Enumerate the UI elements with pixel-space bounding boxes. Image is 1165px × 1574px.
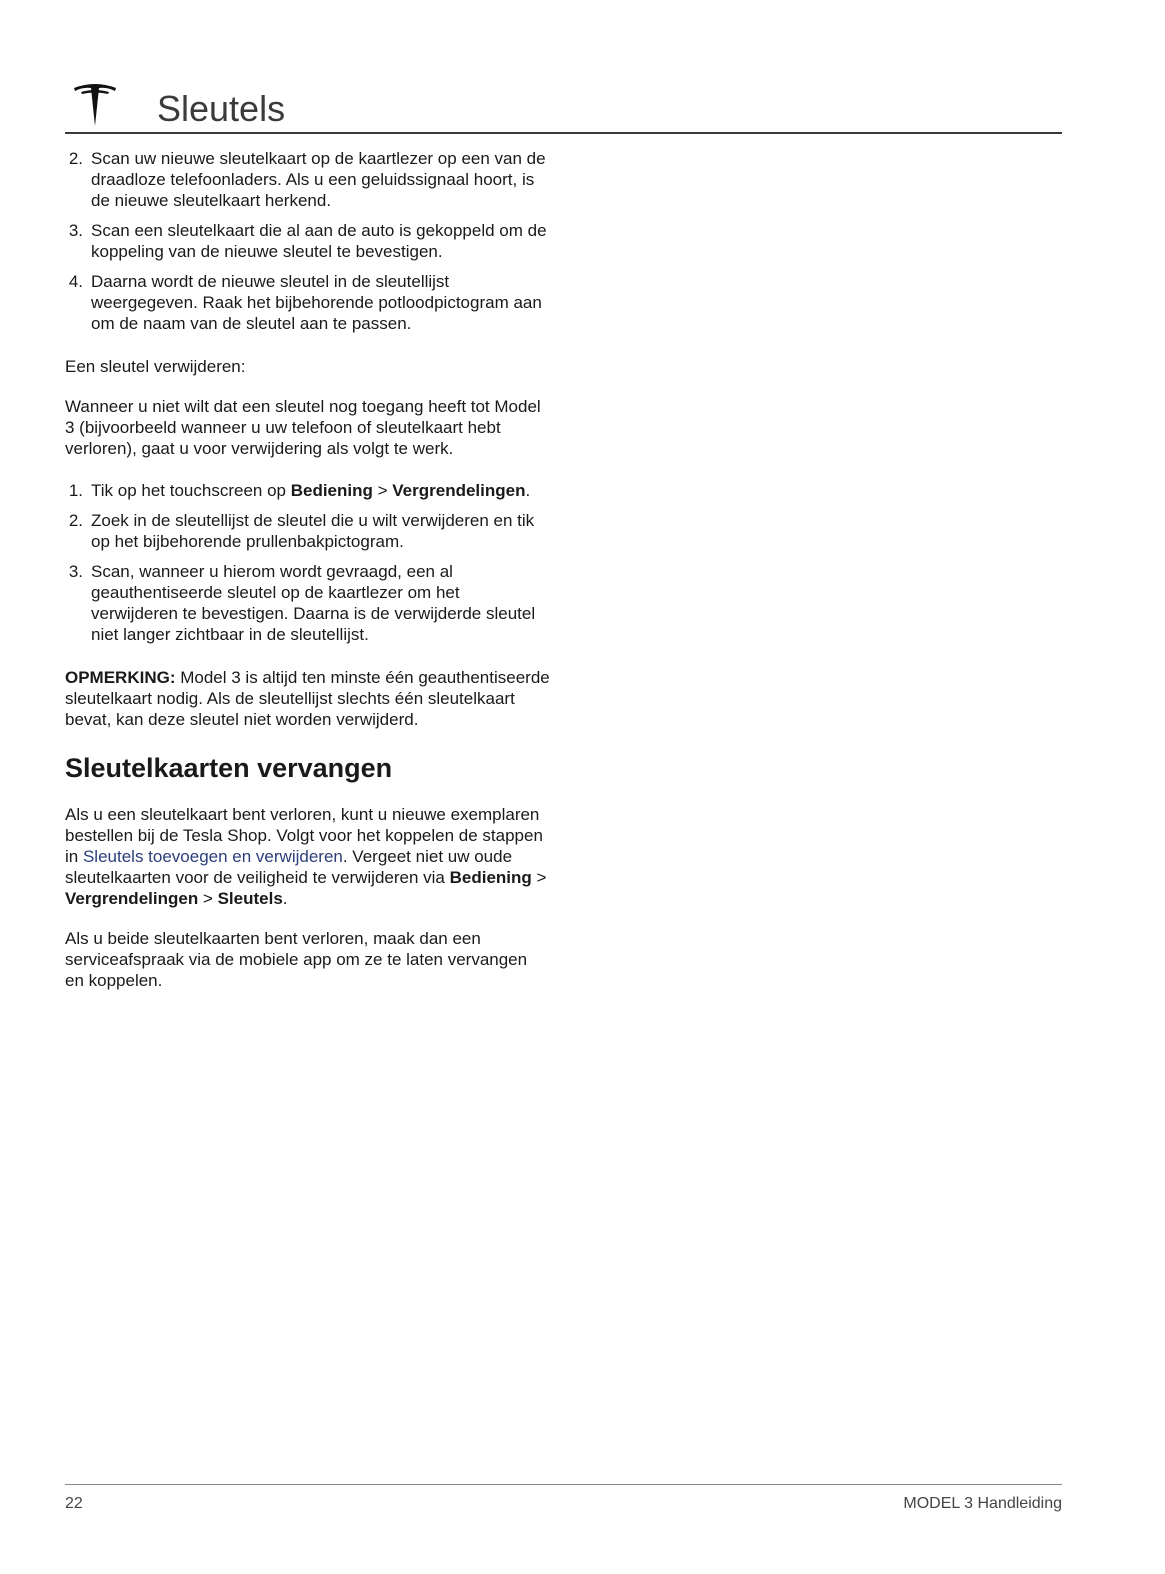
step-text: Scan uw nieuwe sleutelkaart op de kaartlezer op een van de draadloze telefoonladers. Als u een geluidssignaal hoort, is de nieuwe sleutelkaart herkend.: [91, 149, 546, 210]
remove-key-intro: Wanneer u niet wilt dat een sleutel nog toegang heeft tot Model 3 (bijvoorbeeld wanneer u uw telefoon of sleutelkaart hebt verloren), gaat u voor verwijdering als volgt te werk.: [65, 397, 541, 458]
step-text: Tik op het touchscreen op: [91, 481, 291, 500]
step-text: Daarna wordt de nieuwe sleutel in de sleutellijst weergegeven. Raak het bijbehorende potloodpictogram aan om de naam van de sleutel aan te passen.: [91, 272, 542, 333]
ui-term-vergrendelingen: Vergrendelingen: [392, 481, 526, 500]
path-separator: >: [372, 481, 393, 500]
list-item: [65, 561, 550, 645]
list-item: [65, 220, 550, 262]
list-item: [65, 480, 550, 501]
step-number: 3.: [68, 221, 83, 240]
list-item: [65, 271, 550, 334]
ui-term-bediening: Bediening: [449, 868, 532, 887]
note-text: Model 3 is altijd ten minste één geauthentiseerde sleutelkaart nodig. Als de sleutellijst slechts één sleutelkaart bevat, kan deze sleutel niet worden verwijderd.: [65, 668, 550, 729]
list-item: [65, 510, 550, 552]
page-title: Sleutels: [157, 88, 286, 129]
path-separator: >: [198, 889, 218, 908]
step-text: Scan een sleutelkaart die al aan de auto is gekoppeld om de koppeling van de nieuwe sleutel te bevestigen.: [91, 221, 547, 261]
add-key-steps: [65, 148, 550, 334]
page-footer: [65, 1484, 1062, 1512]
page-header: [65, 80, 1062, 134]
replace-cards-paragraph: [65, 804, 550, 909]
step-number: 2.: [68, 511, 83, 530]
list-item: [65, 148, 550, 211]
step-number: 2.: [68, 149, 83, 168]
add-remove-keys-link[interactable]: Sleutels toevoegen en verwijderen: [82, 847, 343, 866]
paragraph-text: Als u een sleutelkaart bent verloren, kunt u nieuwe exemplaren bestellen bij de Tesla Shop. Volgt voor het koppelen de stappen in: [65, 805, 543, 866]
ui-term-bediening: Bediening: [290, 481, 373, 500]
tesla-logo-icon: [73, 82, 117, 128]
ui-term-sleutels: Sleutels: [217, 889, 283, 908]
remove-key-subheading: Een sleutel verwijderen:: [65, 357, 246, 376]
step-number: 4.: [68, 272, 83, 291]
note-label: OPMERKING:: [65, 668, 176, 687]
punctuation: .: [282, 889, 288, 908]
paragraph-text: . Vergeet niet uw oude sleutelkaarten voor de veiligheid te verwijderen via: [65, 847, 513, 887]
step-text: Scan, wanneer u hierom wordt gevraagd, een al geauthentiseerde sleutel op de kaartlezer om het verwijderen te bevestigen. Daarna is de verwijderde sleutel niet langer zichtbaar in de sleutellijst.: [91, 562, 536, 644]
section-heading: Sleutelkaarten vervangen: [65, 753, 393, 783]
lost-both-cards-paragraph: Als u beide sleutelkaarten bent verloren, maak dan een serviceafspraak via de mobiele app om ze te laten vervangen en koppelen.: [65, 929, 528, 990]
step-number: 3.: [68, 562, 83, 581]
page-number: 22: [65, 1495, 83, 1512]
note-paragraph: [65, 667, 550, 730]
step-text: Zoek in de sleutellijst de sleutel die u wilt verwijderen en tik op het bijbehorende prullenbakpictogram.: [91, 511, 535, 551]
punctuation: .: [525, 481, 531, 500]
remove-key-steps: [65, 480, 550, 645]
main-content: [65, 148, 550, 991]
step-number: 1.: [68, 481, 83, 500]
manual-name: MODEL 3 Handleiding: [903, 1495, 1062, 1512]
path-separator: >: [531, 868, 547, 887]
ui-term-vergrendelingen: Vergrendelingen: [65, 889, 199, 908]
